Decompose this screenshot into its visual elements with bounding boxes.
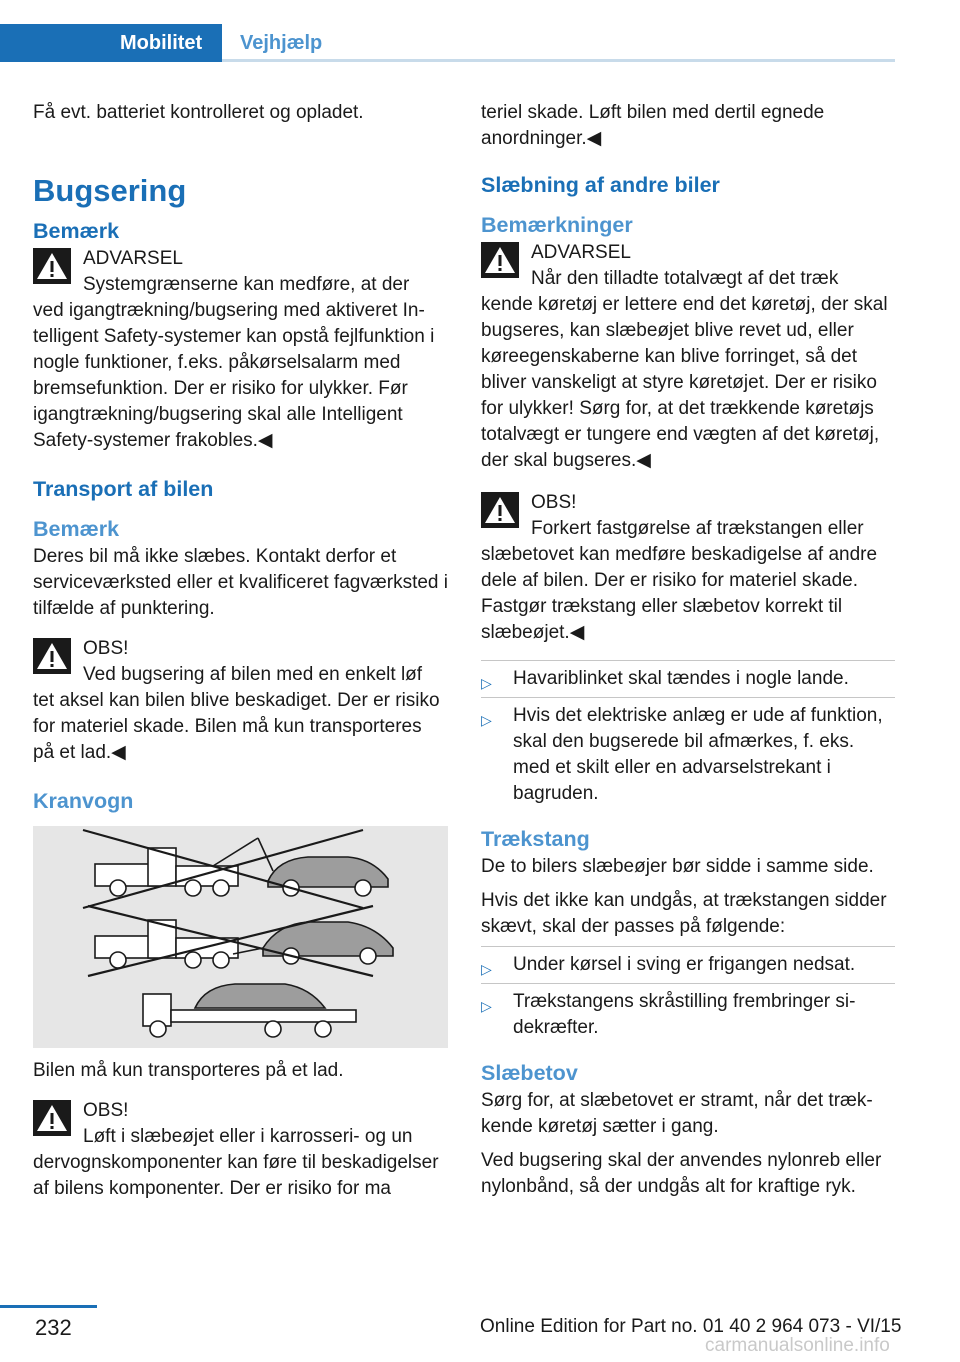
heading-transport: Transport af bilen <box>33 477 214 501</box>
heading-traekstang: Trækstang <box>481 827 590 851</box>
warning-text: kende køretøj er lettere end det køretøj, der skal bugseres, kan slæbeøjet blive revet ud, eller køreegenskaberne kan blive forringet, så det bliver vanskeligt at styre køretøjet. Der er risiko for ulykker! Sørg for, at det trækkende køretøjs totalvægt er tungere end vægten af det køretøj, der skal bugseres.◀ <box>481 294 888 471</box>
warning-box <box>481 240 895 474</box>
heading-slaebetov: Slæbetov <box>481 1061 578 1085</box>
list-item: ▷ Havariblinket skal tændes i nogle lande. <box>481 660 895 697</box>
list-item: ▷ Trækstangens skråstilling frembringer sidekræfter. <box>481 983 895 1046</box>
slaebetov-text-2: Ved bugsering skal der anvendes nylonreb eller nylonbånd, så der undgås alt for kraftige ryk. <box>481 1150 882 1197</box>
heading-bemaerk: Bemærk <box>33 219 120 243</box>
heading-bemaerkninger: Bemærkninger <box>481 213 633 237</box>
watermark: carmanualsonline.info <box>705 1335 890 1356</box>
list-item: ▷ Under kørsel i sving er frigangen nedsat. <box>481 946 895 983</box>
continuation-text: teriel skade. Løft bilen med dertil egnede anordninger.◀ <box>481 102 825 149</box>
triangle-bullet-icon: ▷ <box>481 675 492 691</box>
caution-box <box>33 1098 448 1202</box>
caution-text: slæbetovet kan medføre beskadigelse af andre dele af bilen. Der er risiko for materiel skade. Fastgør trækstang eller slæbetov korrekt til slæbeøjet.◀ <box>481 544 878 643</box>
warning-triangle-icon <box>481 242 519 278</box>
left-column <box>33 100 448 1202</box>
tab-vejhjaelp[interactable]: Vejhjælp <box>240 32 323 54</box>
caution-box <box>33 636 448 766</box>
traekstang-text-2: Hvis det ikke kan undgås, at trækstangen sidder skævt, skal der passes på følgende: <box>481 890 887 937</box>
caution-first-line: Forkert fastgørelse af trækstangen eller <box>531 518 864 539</box>
bullet-list-lights <box>481 660 895 812</box>
warning-title: ADVARSEL <box>531 242 631 263</box>
warning-triangle-icon <box>33 248 71 284</box>
triangle-bullet-icon: ▷ <box>481 961 492 977</box>
heading-slaebning: Slæbning af andre biler <box>481 173 720 197</box>
heading-kranvogn: Kranvogn <box>33 789 134 813</box>
bullet-list-traekstang <box>481 946 895 1046</box>
caution-text: tet aksel kan bilen blive beskadiget. Der er risiko for materiel skade. Bilen må kun transporteres på et lad.◀ <box>33 690 440 763</box>
warning-text: ved igangtrækning/bugsering med aktiveret Intelligent Safety-systemer kan opstå fejlfunktion i nogle funktioner, f.eks. påkørselsalarm med bremsefunktion. Der er risiko for ulykker. Før igangtrækning/bugsering skal alle Intelligent Safety-systemer frakobles.◀ <box>33 300 435 451</box>
triangle-bullet-icon: ▷ <box>481 712 492 728</box>
slaebetov-text-1: Sørg for, at slæbetovet er stramt, når det trækkende køretøj sætter i gang. <box>481 1090 873 1137</box>
warning-triangle-icon <box>33 638 71 674</box>
footer-divider <box>0 1305 97 1308</box>
warning-first-line: Systemgrænserne kan medføre, at der <box>83 274 410 295</box>
transport-text: Deres bil må ikke slæbes. Kontakt derfor et serviceværksted eller et kvalificeret fagværksted i tilfælde af punktering. <box>33 546 448 619</box>
warning-title: ADVARSEL <box>83 248 183 269</box>
warning-triangle-icon <box>481 492 519 528</box>
intro-text: Få evt. batteriet kontrolleret og opladet. <box>33 102 364 123</box>
right-column <box>481 100 895 1200</box>
caution-text: dervognskomponenter kan føre til beskadigelser af bilens komponenter. Der er risiko for ma <box>33 1152 439 1199</box>
caution-title: OBS! <box>83 638 129 659</box>
caution-title: OBS! <box>83 1100 129 1121</box>
figure-caption: Bilen må kun transporteres på et lad. <box>33 1060 344 1081</box>
caution-first-line: Løft i slæbeøjet eller i karrosseri- og un <box>83 1126 413 1147</box>
heading-transport-bemaerk: Bemærk <box>33 517 120 541</box>
tow-truck-illustration <box>33 826 448 1048</box>
traekstang-text-1: De to bilers slæbeøjer bør sidde i samme side. <box>481 856 874 877</box>
page-number: 232 <box>35 1315 72 1340</box>
warning-box <box>33 246 448 454</box>
caution-box <box>481 490 895 646</box>
section-title-bugsering: Bugsering <box>33 173 187 208</box>
caution-first-line: Ved bugsering af bilen med en enkelt løf <box>83 664 423 685</box>
list-item: ▷ Hvis det elektriske anlæg er ude af funktion, skal den bugserede bil afmærkes, f. eks. med et skilt eller en advarselstrekant i bagruden. <box>481 697 895 812</box>
triangle-bullet-icon: ▷ <box>481 998 492 1014</box>
warning-triangle-icon <box>33 1100 71 1136</box>
edition-text: Online Edition for Part no. 01 40 2 964 073 - VI/15 <box>480 1316 902 1337</box>
caution-title: OBS! <box>531 492 577 513</box>
header-tabbar <box>0 24 895 62</box>
warning-first-line: Når den tilladte totalvægt af det træk <box>531 268 839 289</box>
tab-mobilitet[interactable]: Mobilitet <box>0 24 222 62</box>
